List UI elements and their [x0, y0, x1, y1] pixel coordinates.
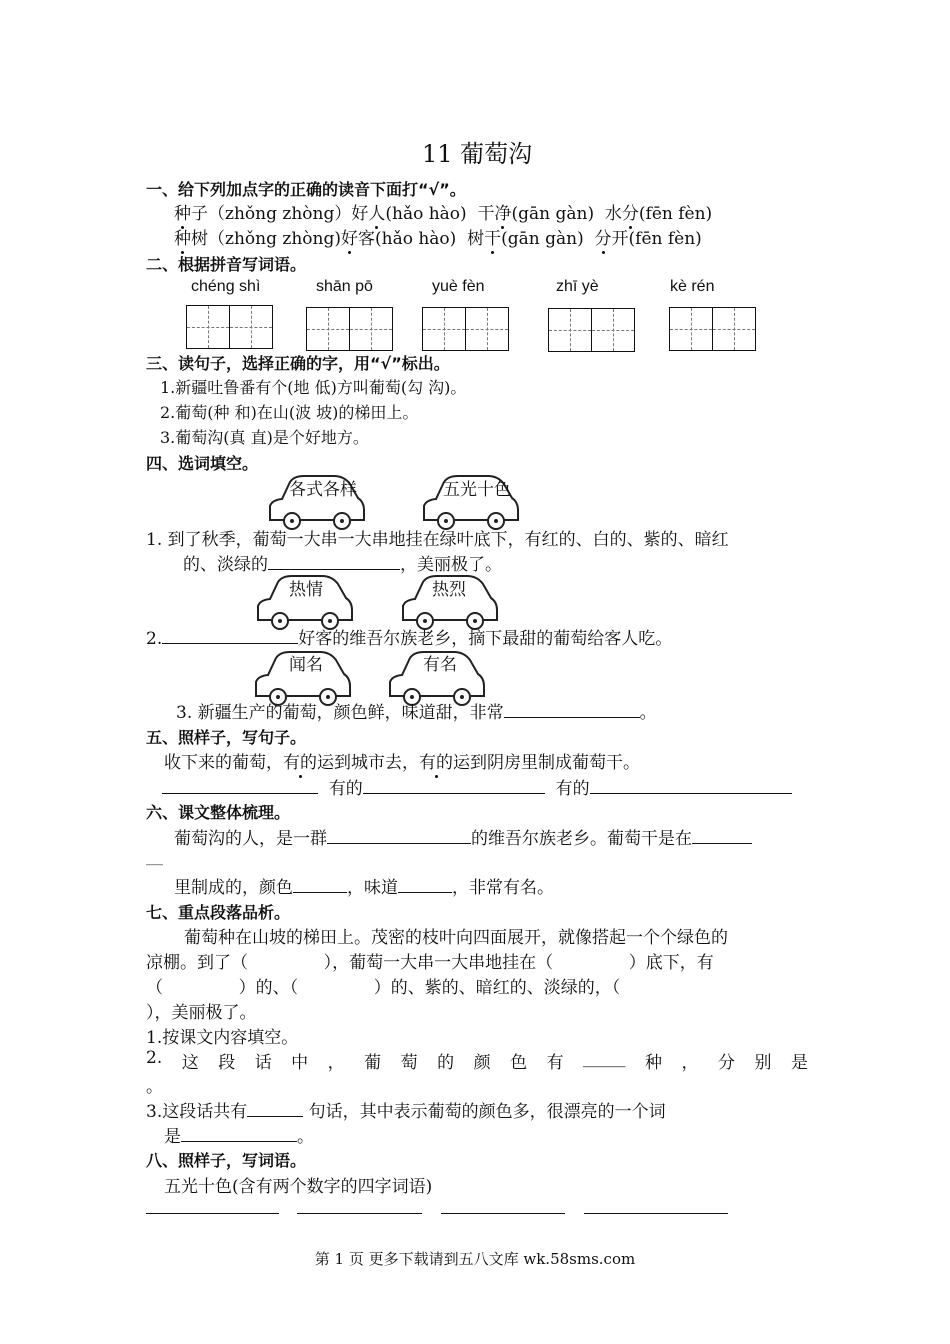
writing-grid-4[interactable] [548, 308, 635, 352]
s1-row-2 [174, 224, 702, 249]
s6-line-1: 葡萄沟的人，是一群 的维吾尔族老乡。葡萄干是在 [174, 824, 752, 849]
word-option-5[interactable]: 闻名 [289, 655, 323, 675]
blank[interactable] [590, 779, 792, 794]
answer-line-4[interactable] [584, 1213, 728, 1214]
blank[interactable] [327, 829, 471, 844]
blank[interactable] [504, 703, 640, 718]
s7-para-line-4: ），美丽极了。 [146, 1003, 257, 1023]
blank[interactable] [692, 829, 752, 844]
s1-row-1 [174, 199, 712, 224]
page-footer: 第 1 页 更多下载请到五八文库 wk.58sms.com [314, 1250, 636, 1268]
word-option-6[interactable]: 有名 [423, 655, 457, 675]
writing-grid-3[interactable] [422, 307, 509, 351]
s7-para-line-2: 凉棚。到了（ ），葡萄一大串一大串地挂在（ ）底下，有 [146, 953, 714, 973]
s7-q2: 2. 这 段 话 中 ， 葡 萄 的 颜 色 有 _____ 种 ， 分 别 是 [146, 1048, 808, 1073]
s5-example: 收下来的葡萄，有的运到城市去，有的运到阴房里制成葡萄干。 [164, 748, 640, 773]
s7-q1: 1.按课文内容填空。 [146, 1028, 299, 1048]
section-2-heading: 二、根据拼音写词语。 [146, 255, 307, 274]
blank[interactable] [162, 629, 298, 644]
pinyin-2: shān pō [316, 278, 373, 295]
s4-q1-line2: 的、淡绿的 ，美丽极了。 [183, 555, 502, 575]
blank[interactable] [293, 878, 347, 893]
blank[interactable] [398, 878, 452, 893]
pinyin-4: zhī yè [556, 278, 599, 295]
section-8-heading: 八、照样子，写词语。 [146, 1151, 307, 1170]
page-title: 11 葡萄沟 [422, 140, 533, 168]
answer-line-1[interactable] [146, 1213, 279, 1214]
s1-r2-item-1: 种树（zhǒng zhòng) [174, 229, 341, 249]
word-option-2[interactable]: 五光十色 [443, 480, 511, 500]
s3-item-3: 3.葡萄沟(真 直)是个好地方。 [160, 428, 369, 447]
answer-line-3[interactable] [441, 1213, 565, 1214]
section-4-heading: 四、选词填空。 [146, 454, 259, 473]
pinyin-1: chéng shì [191, 278, 261, 295]
blank[interactable] [247, 1102, 303, 1117]
section-1-heading: 一、给下列加点字的正确的读音下面打“√”。 [146, 180, 466, 199]
s1-r1-item-4: 水分(fēn fèn) [605, 204, 712, 224]
writing-grid-1[interactable] [186, 305, 273, 349]
s4-q2: 2. 好客的维吾尔族老乡，摘下最甜的葡萄给客人吃。 [146, 629, 673, 649]
s7-para-line-1: 葡萄种在山坡的梯田上。茂密的枝叶向四面展开，就像搭起一个个绿色的 [184, 928, 728, 948]
section-6-heading: 六、课文整体梳理。 [146, 803, 291, 822]
s7-q2-end: 。 [146, 1077, 163, 1097]
s3-item-2: 2.葡萄(种 和)在山(波 坡)的梯田上。 [160, 403, 419, 422]
s6-line-2: __ [146, 846, 163, 866]
s4-q1-line1: 1. 到了秋季，葡萄一大串一大串地挂在绿叶底下，有红的、白的、紫的、暗红 [146, 530, 729, 550]
word-option-4[interactable]: 热烈 [432, 580, 466, 600]
s1-r2-item-3: 树干(gān gàn) [467, 229, 584, 249]
s7-q3-line-1: 3.这段话共有 句话，其中表示葡萄的颜色多，很漂亮的一个词 [146, 1102, 666, 1122]
writing-grid-2[interactable] [306, 307, 393, 351]
pinyin-3: yuè fèn [432, 278, 485, 295]
word-option-1[interactable]: 各式各样 [289, 480, 357, 500]
section-5-heading: 五、照样子，写句子。 [146, 728, 307, 747]
s6-line-3: 里制成的，颜色 ，味道 ，非常有名。 [174, 878, 554, 898]
blank[interactable] [268, 555, 400, 570]
blank[interactable] [181, 1127, 297, 1142]
s1-r2-item-4: 分开(fēn fèn) [595, 229, 702, 249]
word-option-3[interactable]: 热情 [289, 580, 323, 600]
s7-para-line-3: （ ）的、（ ）的、紫的、暗红的、淡绿的，（ [146, 978, 621, 998]
blank[interactable] [162, 779, 318, 794]
writing-grid-5[interactable] [669, 307, 756, 351]
pinyin-5: kè rén [670, 278, 715, 295]
s8-example: 五光十色(含有两个数字的四字词语) [164, 1177, 433, 1197]
blank[interactable] [363, 779, 545, 794]
s1-r1-item-1: 种子（zhǒng zhòng） [174, 204, 351, 224]
s7-q3-line-2: 是 。 [164, 1127, 314, 1147]
s1-r1-item-2: 好人(hǎo hào) [351, 204, 466, 224]
s5-answer-line: 有的 有的 [162, 774, 792, 799]
s3-item-1: 1.新疆吐鲁番有个(地 低)方叫葡萄(勾 沟)。 [160, 378, 467, 397]
s1-r2-item-2: 好客(hǎo hào) [341, 229, 456, 249]
section-7-heading: 七、重点段落品析。 [146, 903, 291, 922]
s4-q3: 3. 新疆生产的葡萄，颜色鲜，味道甜，非常 。 [176, 703, 657, 723]
section-3-heading: 三、读句子，选择正确的字，用“√”标出。 [146, 354, 450, 373]
answer-line-2[interactable] [297, 1213, 422, 1214]
s1-r1-item-3: 干净(gān gàn) [477, 204, 594, 224]
